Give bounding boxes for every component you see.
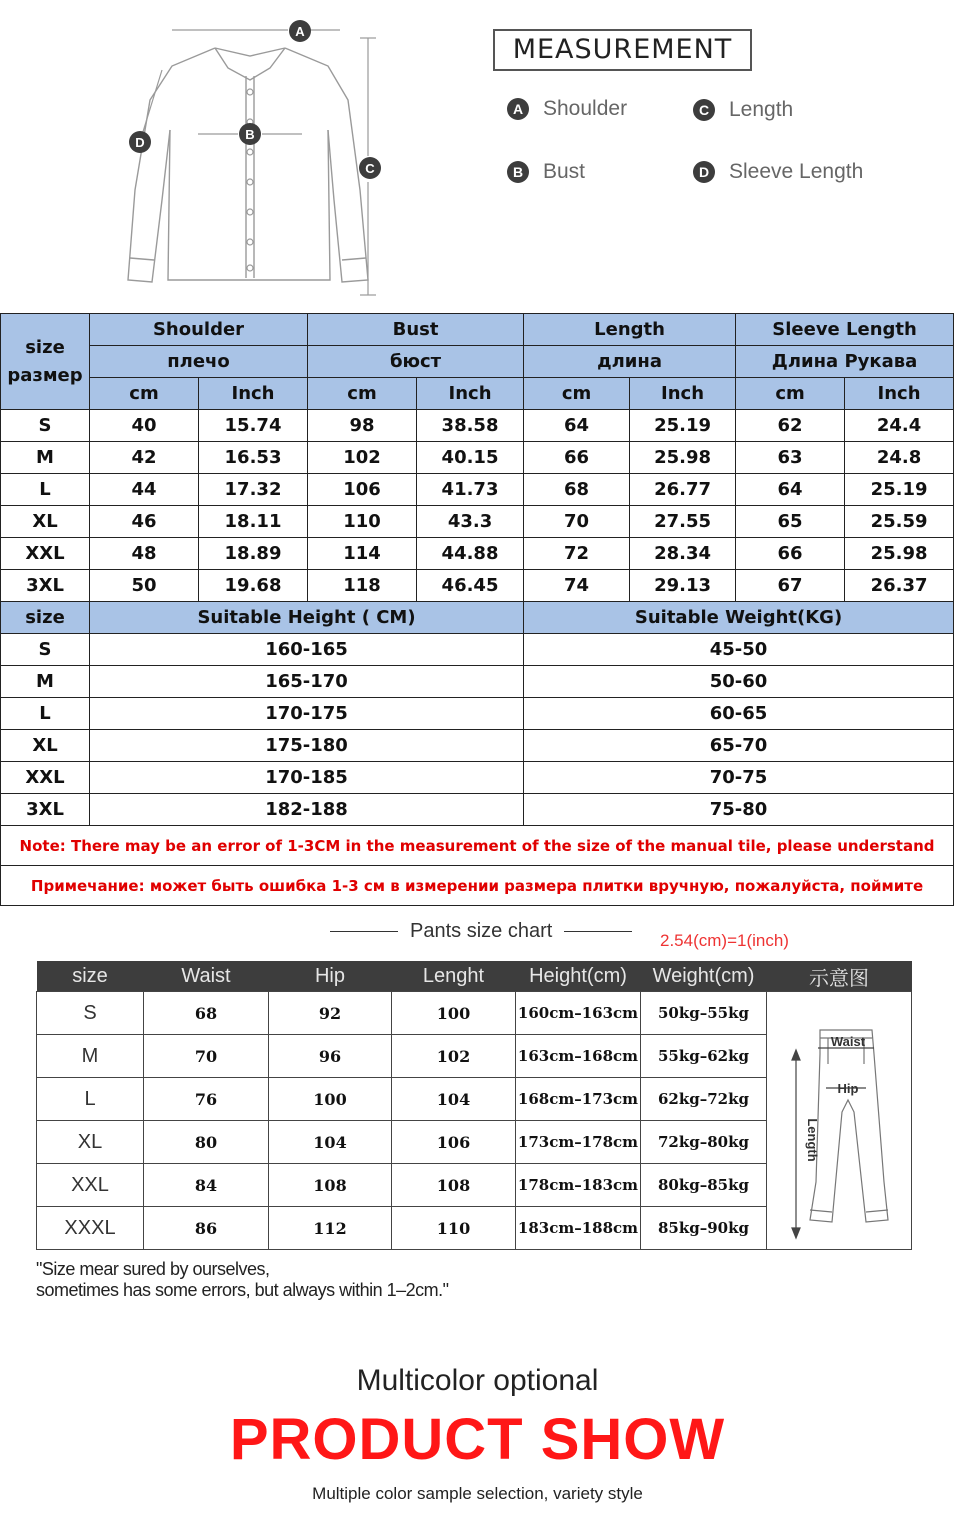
size-cell: XL [37, 1121, 144, 1164]
hip-cell: 104 [269, 1121, 392, 1164]
measure-cell: 24.8 [845, 442, 954, 474]
group-header-shoulder-ru: плечо [90, 346, 308, 378]
measure-cell: 26.77 [630, 474, 736, 506]
measure-cell: 41.73 [417, 474, 524, 506]
waist-cell: 70 [144, 1035, 269, 1078]
multicolor-subtitle: Multicolor optional [356, 1364, 599, 1397]
fit-weight-header: Suitable Weight(KG) [524, 602, 954, 634]
size-cell: 3XL [1, 570, 90, 602]
pants-diagram [768, 992, 911, 1242]
legend-sleeve-length [693, 160, 863, 184]
pants-diagram-hip-label: Hip [837, 1081, 858, 1096]
pants-table-body [37, 992, 912, 1250]
unit-conversion: 2.54(cm)=1(inch) [660, 931, 789, 950]
measure-cell: 68 [524, 474, 630, 506]
measure-cell: 15.74 [199, 410, 308, 442]
legend-letter-a: A [507, 98, 529, 120]
diagram-letter-b: B [245, 127, 255, 142]
measure-cell: 19.68 [199, 570, 308, 602]
measure-cell: 42 [90, 442, 199, 474]
group-header-sleeve-length-ru: Длина Рукава [736, 346, 954, 378]
measure-cell: 25.59 [845, 506, 954, 538]
measure-cell: 44.88 [417, 538, 524, 570]
hip-cell: 96 [269, 1035, 392, 1078]
size-header [1, 314, 90, 410]
size-cell: XL [1, 730, 90, 762]
fit-row [1, 666, 954, 698]
measure-cell: 63 [736, 442, 845, 474]
size-row [1, 474, 954, 506]
height-cell: 160-165 [90, 634, 524, 666]
weight-cell: 50kg–55kg [641, 992, 767, 1035]
height-cell: 160cm–163cm [516, 992, 641, 1035]
product-show-caption: Multiple color sample selection, variety style [312, 1484, 643, 1503]
weight-cell: 50-60 [524, 666, 954, 698]
diagram-letter-a: A [295, 24, 305, 39]
measure-cell: 40 [90, 410, 199, 442]
fit-row [1, 794, 954, 826]
size-cell: M [37, 1035, 144, 1078]
size-cell: XXXL [37, 1207, 144, 1250]
size-cell: XL [1, 506, 90, 538]
pants-header-weight: Weight(cm) [641, 961, 767, 992]
measure-cell: 65 [736, 506, 845, 538]
measure-cell: 118 [308, 570, 417, 602]
size-row [1, 538, 954, 570]
legend-letter-d: D [693, 161, 715, 183]
group-header-shoulder: Shoulder [90, 314, 308, 346]
hip-cell: 92 [269, 992, 392, 1035]
pants-diagram-length-label: Length [804, 1118, 820, 1162]
shirt-size-table [0, 313, 954, 906]
fit-row [1, 762, 954, 794]
pants-row [37, 992, 912, 1035]
measure-cell: 28.34 [630, 538, 736, 570]
weight-cell: 75-80 [524, 794, 954, 826]
measure-cell: 114 [308, 538, 417, 570]
diagram-letter-c: C [365, 161, 375, 176]
fit-table-body [1, 634, 954, 826]
size-cell: XXL [1, 538, 90, 570]
weight-cell: 70-75 [524, 762, 954, 794]
size-row [1, 506, 954, 538]
height-cell: 163cm–168cm [516, 1035, 641, 1078]
measurement-title: MEASUREMENT [493, 29, 752, 71]
size-cell: 3XL [1, 794, 90, 826]
note-english: Note: There may be an error of 1-3CM in the measurement of the size of the manual tile, please understand [1, 826, 954, 866]
measure-cell: 25.19 [630, 410, 736, 442]
weight-cell: 55kg–62kg [641, 1035, 767, 1078]
size-cell: S [1, 410, 90, 442]
measure-cell: 70 [524, 506, 630, 538]
pants-header-length: Lenght [392, 961, 516, 992]
pants-header-size: size [37, 961, 144, 992]
product-show-title: PRODUCT SHOW [229, 1407, 726, 1472]
legend-label: Bust [543, 160, 586, 183]
legend-bust [507, 160, 585, 184]
pants-chart-title [330, 920, 632, 943]
measure-cell: 18.89 [199, 538, 308, 570]
length-cell: 100 [392, 992, 516, 1035]
measure-cell: 50 [90, 570, 199, 602]
measure-cell: 64 [524, 410, 630, 442]
measure-cell: 102 [308, 442, 417, 474]
height-cell: 165-170 [90, 666, 524, 698]
size-cell: L [1, 698, 90, 730]
size-cell: L [37, 1078, 144, 1121]
measure-cell: 66 [736, 538, 845, 570]
measure-cell: 64 [736, 474, 845, 506]
shirt-measurement-diagram [110, 10, 410, 300]
pants-size-table [36, 961, 912, 1250]
measure-cell: 62 [736, 410, 845, 442]
group-header-length: Length [524, 314, 736, 346]
size-row [1, 410, 954, 442]
fit-row [1, 698, 954, 730]
measure-cell: 46 [90, 506, 199, 538]
measure-cell: 106 [308, 474, 417, 506]
size-row [1, 570, 954, 602]
waist-cell: 84 [144, 1164, 269, 1207]
measure-cell: 38.58 [417, 410, 524, 442]
height-cell: 182-188 [90, 794, 524, 826]
weight-cell: 60-65 [524, 698, 954, 730]
weight-cell: 62kg–72kg [641, 1078, 767, 1121]
size-cell: S [37, 992, 144, 1035]
fit-row [1, 634, 954, 666]
height-cell: 183cm–188cm [516, 1207, 641, 1250]
fit-size-header: size [1, 602, 90, 634]
unit-header: Inch [845, 378, 954, 410]
legend-label: Sleeve Length [729, 160, 864, 183]
legend-letter-c: C [693, 99, 715, 121]
waist-cell: 68 [144, 992, 269, 1035]
length-cell: 102 [392, 1035, 516, 1078]
measure-cell: 66 [524, 442, 630, 474]
measure-cell: 29.13 [630, 570, 736, 602]
measure-cell: 98 [308, 410, 417, 442]
measure-cell: 110 [308, 506, 417, 538]
measure-cell: 25.98 [845, 538, 954, 570]
measure-cell: 26.37 [845, 570, 954, 602]
pants-note [36, 1259, 449, 1301]
group-header-length-ru: длина [524, 346, 736, 378]
height-cell: 173cm–178cm [516, 1121, 641, 1164]
length-cell: 108 [392, 1164, 516, 1207]
unit-header: cm [308, 378, 417, 410]
measure-cell: 27.55 [630, 506, 736, 538]
pants-header-waist: Waist [144, 961, 269, 992]
title-rule-right [564, 931, 632, 932]
weight-cell: 65-70 [524, 730, 954, 762]
measure-cell: 25.19 [845, 474, 954, 506]
measure-cell: 17.32 [199, 474, 308, 506]
size-cell: M [1, 666, 90, 698]
weight-cell: 72kg–80kg [641, 1121, 767, 1164]
measure-cell: 43.3 [417, 506, 524, 538]
measure-cell: 46.45 [417, 570, 524, 602]
pants-header-height: Height(cm) [516, 961, 641, 992]
group-header-bust: Bust [308, 314, 524, 346]
note-russian: Примечание: может быть ошибка 1-3 см в измерении размера плитки вручную, пожалуйста, поймите [1, 866, 954, 906]
fit-height-header: Suitable Height ( CM) [90, 602, 524, 634]
pants-header-diagram: 示意图 [767, 961, 912, 992]
length-cell: 110 [392, 1207, 516, 1250]
title-rule-left [330, 931, 398, 932]
size-label-ru: размер [7, 364, 83, 386]
measure-cell: 67 [736, 570, 845, 602]
weight-cell: 85kg–90kg [641, 1207, 767, 1250]
height-cell: 170-175 [90, 698, 524, 730]
legend-shoulder [507, 97, 627, 121]
measure-cell: 16.53 [199, 442, 308, 474]
pants-header-hip: Hip [269, 961, 392, 992]
measure-cell: 40.15 [417, 442, 524, 474]
size-label: size [25, 336, 65, 358]
pants-diagram-cell [767, 992, 912, 1250]
measure-cell: 74 [524, 570, 630, 602]
length-cell: 106 [392, 1121, 516, 1164]
pants-note-line2: sometimes has some errors, but always within 1–2cm." [36, 1280, 449, 1300]
unit-header: cm [524, 378, 630, 410]
waist-cell: 76 [144, 1078, 269, 1121]
size-cell: XXL [1, 762, 90, 794]
group-header-bust-ru: бюст [308, 346, 524, 378]
unit-header: cm [90, 378, 199, 410]
unit-header: cm [736, 378, 845, 410]
length-cell: 104 [392, 1078, 516, 1121]
hip-cell: 100 [269, 1078, 392, 1121]
weight-cell: 80kg–85kg [641, 1164, 767, 1207]
fit-row [1, 730, 954, 762]
size-cell: M [1, 442, 90, 474]
hip-cell: 108 [269, 1164, 392, 1207]
measure-cell: 48 [90, 538, 199, 570]
unit-header: Inch [199, 378, 308, 410]
legend-length [693, 98, 793, 122]
size-row [1, 442, 954, 474]
measure-cell: 72 [524, 538, 630, 570]
diagram-letter-d: D [135, 135, 145, 150]
size-cell: S [1, 634, 90, 666]
pants-note-line1: "Size mear sured by ourselves, [36, 1259, 270, 1279]
legend-label: Length [729, 98, 794, 121]
unit-header: Inch [417, 378, 524, 410]
size-cell: XXL [37, 1164, 144, 1207]
legend-letter-b: B [507, 161, 529, 183]
group-header-sleeve-length: Sleeve Length [736, 314, 954, 346]
hip-cell: 112 [269, 1207, 392, 1250]
height-cell: 178cm–183cm [516, 1164, 641, 1207]
measure-cell: 18.11 [199, 506, 308, 538]
pants-diagram-waist-label: Waist [830, 1034, 865, 1049]
measure-cell: 44 [90, 474, 199, 506]
height-cell: 175-180 [90, 730, 524, 762]
pants-title-text: Pants size chart [410, 920, 553, 942]
measure-cell: 24.4 [845, 410, 954, 442]
unit-header: Inch [630, 378, 736, 410]
shirt-table-body [1, 410, 954, 602]
height-cell: 170-185 [90, 762, 524, 794]
waist-cell: 86 [144, 1207, 269, 1250]
waist-cell: 80 [144, 1121, 269, 1164]
height-cell: 168cm–173cm [516, 1078, 641, 1121]
size-cell: L [1, 474, 90, 506]
weight-cell: 45-50 [524, 634, 954, 666]
legend-label: Shoulder [543, 97, 628, 120]
measure-cell: 25.98 [630, 442, 736, 474]
